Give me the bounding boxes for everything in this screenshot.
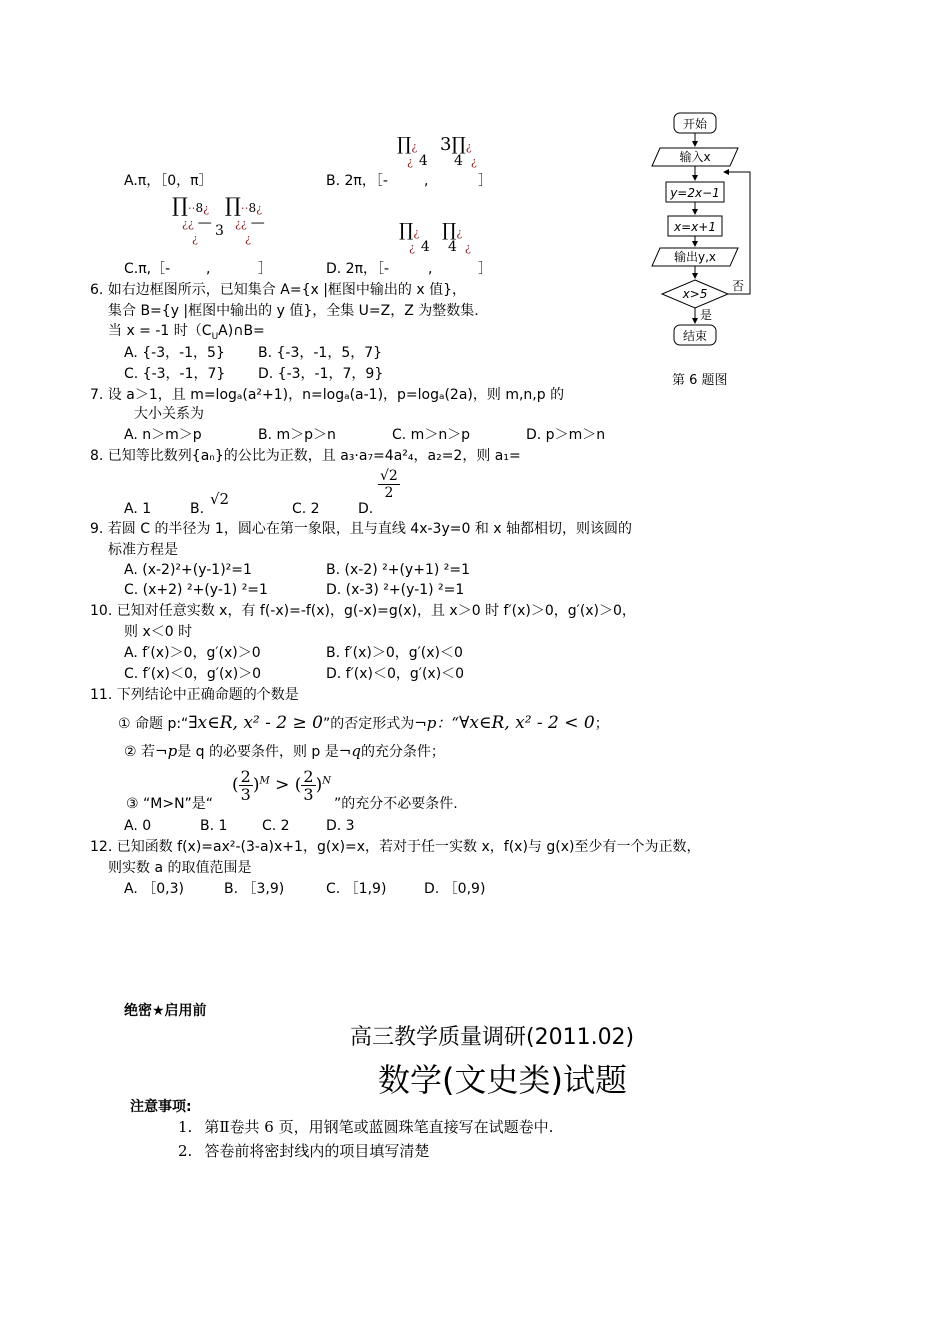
q8-option-a: A. 1 [124,501,152,517]
q11-item1-expr: ∃x∈R, x² - 2 ≥ 0 [188,713,323,733]
flowchart-decision-label: x>5 [682,287,708,301]
q11-item3-expr: ( $\frac{2}{3}$ )$^M$ > ( $\frac{2}{3}$ )$^N$ [232,767,331,804]
q8-line1: 8. 已知等比数列{aₙ}的公比为正数，且 a₃·a₇=4a²₄，a₂=2，则 a₁= [90,448,521,464]
q6-line2: 集合 B={y |框图中输出的 y 值}，全集 U=Z，Z 为整数集. [108,303,479,319]
q11-item3-prefix: ③ “M>N”是“ [126,796,214,812]
q5-option-c-comma: , [206,261,211,277]
q6-line1: 6. 如右边框图所示，已知集合 A={x |框图中输出的 x 值}， [90,282,467,298]
flowchart-step2-label: x=x+1 [674,220,716,234]
q7-option-b: B. m＞p＞n [258,427,336,443]
q6-option-d: D. {-3，-1，7，9} [258,366,384,382]
flowchart-start-label: 开始 [682,117,708,131]
secret-label: 绝密★启用前 [124,1003,207,1019]
q6-option-c: C. {-3，-1，7} [124,366,226,382]
q5-frac-d2-den: 4 [448,239,457,255]
q5-option-b-suffix: ］ [478,173,492,189]
q5-option-b-frac2: 3∏¿ 4 ¿ [440,134,477,169]
q11-item1 [118,714,609,733]
q12-option-b: B. ［3,9) [224,881,285,897]
flowchart-no-label: 否 [732,279,745,293]
exam-subtitle: 数学(文史类)试题 [378,1061,627,1099]
note-2 [178,1142,429,1160]
flowchart-end-label: 结束 [682,329,708,343]
q5-option-b-comma: , [424,173,429,189]
q6-option-a: A. {-3，-1，5} [124,345,225,361]
q11-line1: 11. 下列结论中正确命题的个数是 [90,687,299,703]
q7-line1: 7. 设 a＞1，且 m=logₐ(a²+1)，n=logₐ(a-1)，p=logₐ(2a)，则 m,n,p 的 [90,387,565,403]
q10-option-a: A. f′(x)＞0，g′(x)＞0 [124,645,261,661]
flowchart-caption: 第 6 题图 [672,373,728,388]
q6-line3-sub: U [211,331,219,342]
q11-item2-end: 的充分条件； [360,744,445,760]
q11-item1-prefix: ① 命题 p:“ [118,716,189,732]
q9-option-a: A. (x-2)²+(y-1)²=1 [124,562,252,578]
q11-item1-end: ； [594,716,609,732]
q7-option-a: A. n＞m＞p [124,427,202,443]
q5-frac-d1-den: 4 [420,239,430,255]
q7-line2: 大小关系为 [134,406,204,422]
q8-option-d: D. [358,501,374,517]
note-2-number: 2. [178,1142,193,1160]
q5-option-c-suffix: ］ [258,261,272,277]
q7-option-d: D. p＞m＞n [526,427,606,443]
q9-option-c: C. (x+2) ²+(y-1) ²=1 [124,582,268,598]
q11-item2-p: ¬p [155,742,178,760]
exam-title: 高三教学质量调研(2011.02) [350,1025,635,1050]
flowchart-step1-label: y=2x−1 [670,186,720,200]
note-1 [178,1118,553,1136]
q8-option-b: B. [190,501,205,517]
q8-option-d-frac [378,468,400,501]
note-2-text: 答卷前将密封线内的项目填写清楚 [204,1142,430,1160]
q11-item3-lhs-exp: M [259,775,270,787]
flowchart-output-label: 输出y,x [673,250,717,264]
q5-option-d-frac2: ∏¿ 4 ¿ [442,220,471,255]
q5-option-c-frac1: ∏⋅⋅8¿ ¿¿ — ¿ [172,193,212,245]
q11-item1-mid: ”的否定形式为 [322,716,415,732]
q12-line1: 12. 已知函数 f(x)=ax²-(3-a)x+1，g(x)=x，若对于任一实数 x，f(x)与 g(x)至少有一个为正数， [90,839,701,855]
q9-option-b: B. (x-2) ²+(y+1) ²=1 [326,562,471,578]
q11-item3-gt: > [275,775,290,795]
q11-item1-expr2: ∀x∈R, x² - 2 < 0 [459,713,595,733]
flowchart-input-label: 输入x [679,150,711,164]
q10-option-c: C. f′(x)＜0，g′(x)＞0 [124,666,262,682]
q12-option-a: A. ［0,3) [124,881,184,897]
q5-option-c-frac2: ∏⋅⋅8¿ ¿¿ — ¿ [225,193,265,245]
q9-line1: 9. 若圆 C 的半径为 1，圆心在第一象限，且与直线 4x-3y=0 和 x 轴都相切，则该圆的 [90,521,632,537]
q9-option-d: D. (x-3) ²+(y-1) ²=1 [326,582,465,598]
q6-line3-text: 当 x = -1 时（C [108,323,212,339]
q6-line3-end: A)∩B= [218,323,265,339]
q11-item2-prefix: ② 若 [124,744,156,760]
q10-option-d: D. f′(x)＜0，g′(x)＜0 [326,666,465,682]
q6-option-b: B. {-3，-1，5，7} [258,345,383,361]
q11-option-a: A. 0 [124,818,152,834]
q12-option-c: C. ［1,9) [326,881,387,897]
q11-item3-end: ”的充分不必要条件. [334,796,458,812]
q5-option-c-num3: 3 [215,223,224,239]
q11-item3-lhs-num: 2 [240,767,251,786]
q10-line2: 则 x＜0 时 [124,624,193,640]
q9-line2: 标准方程是 [108,542,178,558]
notes-heading: 注意事项: [130,1099,192,1115]
q5-option-d-comma: , [428,261,433,277]
q8-option-d-num: √2 [380,468,398,484]
q10-line1: 10. 已知对任意实数 x，有 f(-x)=-f(x)，g(-x)=g(x)，且 x＞0 时 f′(x)＞0，g′(x)＞0， [90,603,636,619]
q11-option-d: D. 3 [326,818,355,834]
flowchart [640,108,770,358]
q11-option-b: B. 1 [200,818,228,834]
q5-frac-b2-den: 4 [454,153,463,169]
q7-option-c: C. m＞n＞p [392,427,471,443]
q5-frac-b2-num: 3 [440,134,452,155]
q11-item3-rhs-exp: N [322,775,331,787]
q11-item3-rhs-num: 2 [303,767,314,786]
note-1-text: 第Ⅱ卷共 6 页，用钢笔或蓝圆珠笔直接写在试题卷中. [204,1118,554,1136]
q8-option-d-den: 2 [384,485,394,501]
q12-line2: 则实数 a 的取值范围是 [108,860,252,876]
q5-option-d-frac1: ∏¿ ¿ 4 [399,220,430,255]
q11-item1-neg: ¬p：“ [414,714,460,732]
q11-item2-q: ¬q [338,742,361,760]
q5-option-d-suffix: ］ [478,261,492,277]
q8-option-c: C. 2 [292,501,320,517]
q5-option-b [326,172,388,190]
note-1-number: 1. [178,1118,193,1136]
q11-item3-rhs-den: 3 [303,785,314,804]
flowchart-yes-label: 是 [700,308,713,322]
q5-option-c-prefix: C.π,［- [124,261,171,277]
q5-option-b-frac1: ∏¿ ¿ 4 [397,134,428,169]
q11-option-c: C. 2 [262,818,290,834]
q11-item2 [124,742,445,761]
q6-line3 [108,322,265,346]
q8-option-b-value: √2 [210,490,230,508]
q11-item2-mid: 是 q 的必要条件，则 p 是 [177,744,339,760]
q12-option-d: D. ［0,9) [424,881,486,897]
q5-frac-c-num: 8 [195,201,204,215]
q5-frac-b1-den: 4 [418,153,428,169]
q11-item3-lhs-den: 3 [240,785,251,804]
q5-option-a: A.π，［0，π］ [124,173,213,189]
q5-option-d-prefix: D. 2π，［- [326,261,390,277]
q10-option-b: B. f′(x)＞0，g′(x)＜0 [326,645,463,661]
q5-option-b-prefix: B. 2π，［- [326,173,388,189]
